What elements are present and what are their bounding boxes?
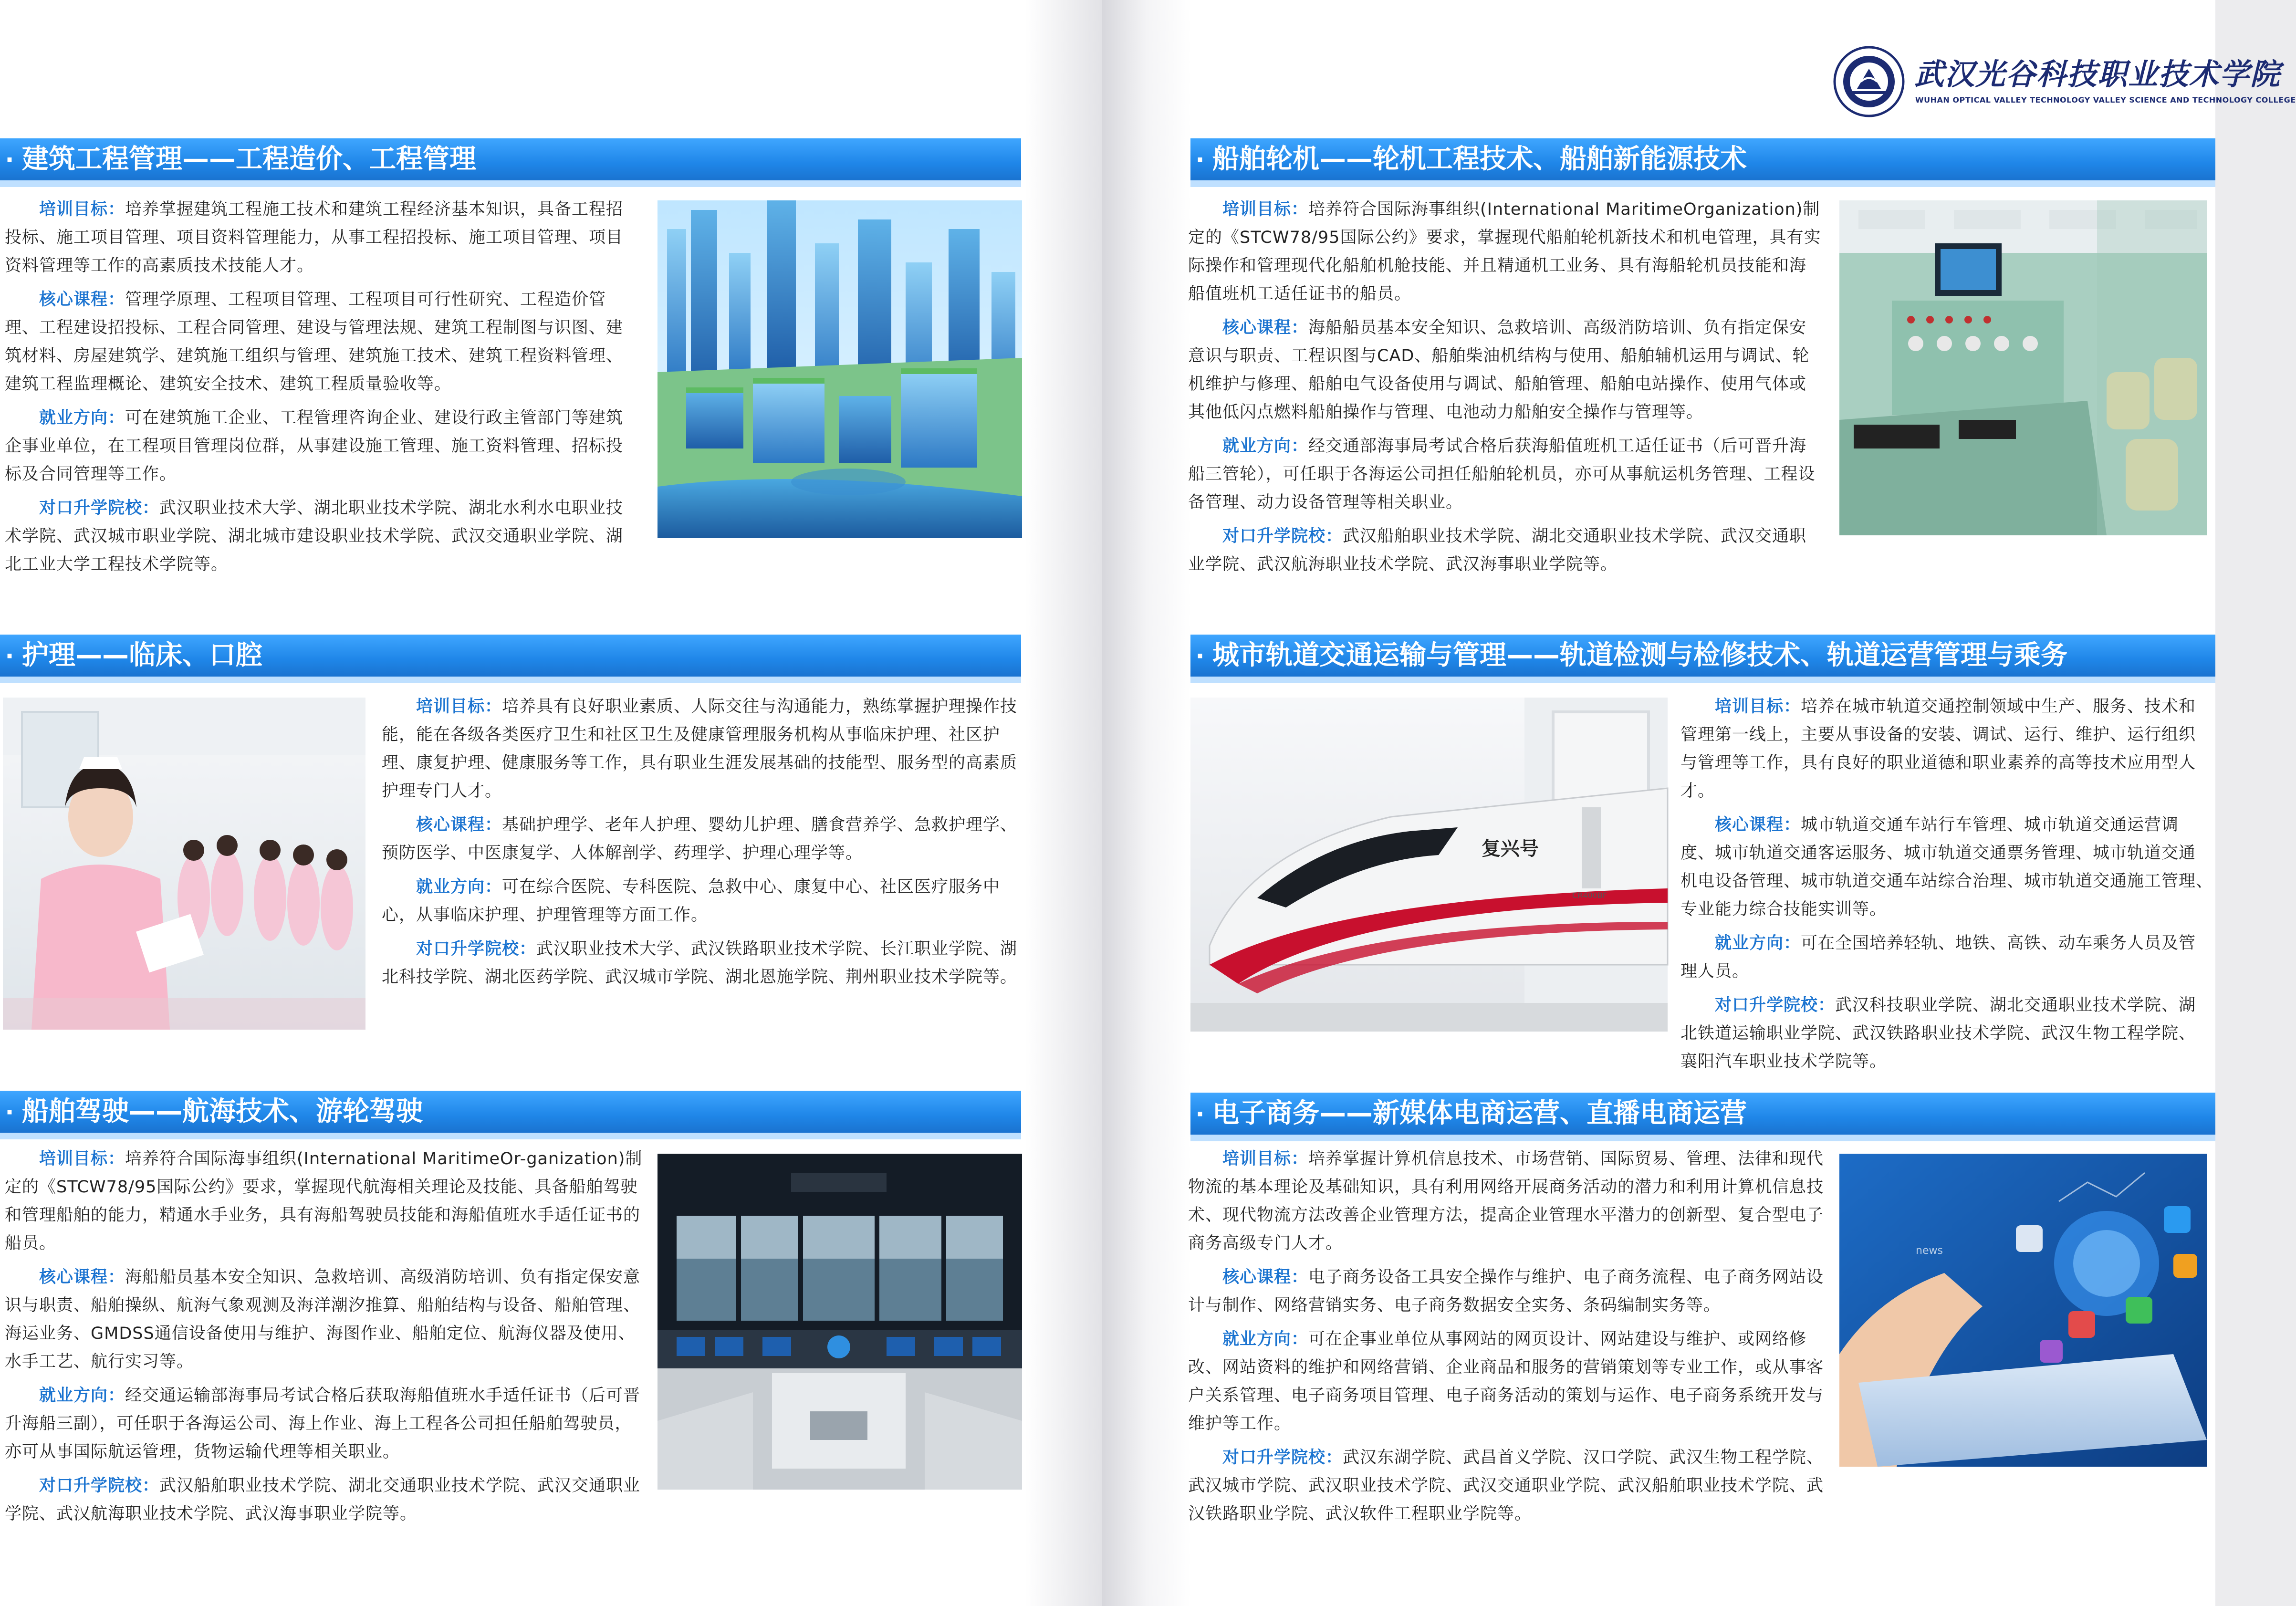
schools-paragraph: 对口升学院校：武汉船舶职业技术学院、湖北交通职业技术学院、武汉交通职业学院、武汉航海职业技术学院、武汉海事职业学院等。 [1188,527,1807,574]
bullet-icon: · [1195,146,1205,174]
employment-paragraph: 就业方向：可在建筑施工企业、工程管理咨询企业、建设行政主管部门等建筑企事业单位，在工程项目管理岗位群，从事建设施工管理、施工资料管理、招标投标及合同管理等工作。 [5,408,624,484]
training-paragraph: 培训目标：培养在城市轨道交通控制领域中生产、服务、技术和管理第一线上，主要从事设备的安装、调试、运行、维护、运行组织与管理等工作，具有良好的职业道德和职业素养的高等技术应用型人才。 [1680,697,2196,801]
schools-paragraph: 对口升学院校：武汉职业技术大学、武汉铁路职业技术学院、长江职业学院、湖北科技学院、湖北医药学院、武汉城市学院、湖北恩施学院、荆州职业技术学院等。 [382,939,1018,987]
training-paragraph: 培训目标：培养掌握计算机信息技术、市场营销、国际贸易、管理、法律和现代物流的基本理论及基础知识，具有利用网络开展商务活动的潜力和利用计算机信息技术、现代物流方法改善企业管理方法，提高企业管理水平潜力的创新型、复合型电子商务高级专门人才。 [1188,1149,1824,1253]
ecommerce-tablet-photo [1839,1154,2207,1467]
training-paragraph: 培训目标：培养具有良好职业素质、人际交往与沟通能力，熟练掌握护理操作技能，能在各级各类医疗卫生和社区卫生及健康管理服务机构从事临床护理、社区护理、康复护理、健康服务等工作，具有职业生涯发展基础的技能型、服务型的高素质护理专门人才。 [382,697,1018,801]
section-title-nursing: · 护理——临床、口腔 [0,635,1021,683]
courses-paragraph: 核心课程：城市轨道交通车站行车管理、城市轨道交通运营调度、城市轨道交通客运服务、城市轨道交通票务管理、城市轨道交通机电设备管理、城市轨道交通车站综合治理、城市轨道交通施工管理、 专业能力综合技能实训等。 [1680,815,2222,919]
section-text-ship-driving [5,1145,649,1534]
training-paragraph: 培训目标：培养掌握建筑工程施工技术和建筑工程经济基本知识，具备工程招投标、施工项目管理、项目资料管理能力，从事工程招投标、施工项目管理、项目资料管理等工作的高素质技术技能人才。 [5,200,624,275]
train-name-label: 复兴号 [1482,838,1539,860]
courses-paragraph: 核心课程：电子商务设备工具安全操作与维护、电子商务流程、电子商务网站设计与制作、网络营销实务、电子商务数据安全实务、条码编制实务等。 [1188,1268,1824,1315]
courses-paragraph: 核心课程：海船船员基本安全知识、急救培训、高级消防培训、负有指定保安意识与职责、船舶操纵、航海气象观测及海洋潮汐推算、船舶结构与设备、船舶管理、海运业务、GMDSS通信设备使用与维护、海图作业、船舶定位、航海仪器及使用、水手工艺、航行实习等。 [5,1268,641,1371]
city-skyline-photo [657,200,1022,538]
bullet-icon: · [1195,642,1205,670]
schools-paragraph: 对口升学院校：武汉船舶职业技术学院、湖北交通职业技术学院、武汉交通职业学院、武汉航海职业技术学院、武汉海事职业学院等。 [5,1476,641,1523]
employment-paragraph: 就业方向：可在企事业单位从事网站的网页设计、网站建设与维护、或网络修改、网站资料的维护和网络营销、企业商品和服务的营销策划等专业工作，或从事客户关系管理、电子商务项目管理、电子商务活动的策划与运作、电子商务系统开发与维护等工作。 [1188,1330,1824,1433]
schools-paragraph: 对口升学院校：武汉科技职业学院、湖北交通职业技术学院、湖北铁道运输职业学院、武汉铁路职业技术学院、武汉生物工程学院、襄阳汽车职业技术学院等。 [1680,996,2196,1071]
courses-paragraph: 核心课程：管理学原理、工程项目管理、工程项目可行性研究、工程造价管理、工程建设招投标、工程合同管理、建设与管理法规、建筑工程制图与识图、建筑材料、房屋建筑学、建筑施工组织与管理、建筑施工技术、建筑工程资料管理、建筑工程监理概论、建筑安全技术、建筑工程质量验收等。 [5,290,624,394]
news-label: news [1916,1245,1943,1257]
section-title-ecommerce: · 电子商务——新媒体电商运营、直播电商运营 [1190,1093,2215,1141]
training-paragraph: 培训目标：培养符合国际海事组织(International MaritimeOr-ganization)制定的《STCW78/95国际公约》要求，掌握现代航海相关理论及技能、具备船舶驾驶和管理船舶的能力，精通水手业务，具有海船驾驶员技能和海船值班水手适任证书的船员。 [5,1149,643,1253]
schools-paragraph: 对口升学院校：武汉职业技术大学、湖北职业技术学院、湖北水利水电职业技术学院、武汉城市职业学院、湖北城市建设职业技术学院、武汉交通职业学院、湖北工业大学工程技术学院等。 [5,499,624,574]
bullet-icon: · [1195,1100,1205,1128]
employment-paragraph: 就业方向：可在全国培养轻轨、地铁、高铁、动车乘务人员及管理人员。 [1680,934,2196,981]
bullet-icon: · [5,1098,14,1126]
section-text-rail-transit [1680,693,2222,1082]
courses-paragraph: 核心课程：基础护理学、老年人护理、婴幼儿护理、膳食营养学、急救护理学、预防医学、中医康复学、人体解剖学、药理学、护理心理学等。 [382,815,1018,863]
courses-paragraph: 核心课程：海船船员基本安全知识、急救培训、高级消防培训、负有指定保安意识与职责、工程识图与CAD、船舶柴油机结构与使用、船舶辅机运用与调试、轮机维护与修理、船舶电气设备使用与调试、船舶管理、船舶电站操作、使用气体或其他低闪点燃料船舶操作与管理、电池动力船舶安全操作与管理等。 [1188,318,1810,422]
section-title-marine-engine: · 船舶轮机——轮机工程技术、船舶新能源技术 [1190,138,2215,187]
section-text-nursing [382,693,1026,997]
employment-paragraph: 就业方向：经交通部海事局考试合格后获海船值班机工适任证书（后可晋升海船三管轮），可任职于各海运公司担任船舶轮机员，亦可从事航运机务管理、工程设备管理、动力设备管理等相关职业。 [1188,437,1816,512]
bridge-simulator-photo [657,1154,1022,1490]
section-text-construction [5,196,635,584]
section-title-construction: · 建筑工程管理——工程造价、工程管理 [0,138,1021,187]
section-title-rail-transit: · 城市轨道交通运输与管理——轨道检测与检修技术、轨道运营管理与乘务 [1190,635,2215,683]
section-text-ecommerce [1188,1145,1825,1534]
schools-paragraph: 对口升学院校：武汉东湖学院、武昌首义学院、汉口学院、武汉生物工程学院、武汉城市学院、武汉职业技术学院、武汉交通职业学院、武汉船舶职业技术学院、武汉铁路职业学院、武汉软件工程职业学院等。 [1188,1448,1824,1523]
employment-paragraph: 就业方向：经交通运输部海事局考试合格后获取海船值班水手适任证书（后可晋升海船三副），可任职于各海运公司、海上作业、海上工程各公司担任船舶驾驶员，亦可从事国际航运管理，货物运输代理等相关职业。 [5,1386,641,1461]
school-seal-icon [1833,46,1905,117]
nurses-photo [3,698,365,1030]
section-title-ship-driving: · 船舶驾驶——航海技术、游轮驾驶 [0,1091,1021,1139]
training-paragraph: 培训目标：培养符合国际海事组织(International MaritimeOrganization)制定的《STCW78/95国际公约》要求，掌握现代船舶轮机新技术和机电管理，具有实际操作和管理现代化船舶机舱技能、并且精通机工业务、具有海船轮机员技能和海船值班机工适任证书的船员。 [1188,200,1821,303]
left-page [0,0,1102,1606]
bullet-icon: · [5,642,14,670]
section-text-marine-engine [1188,196,1823,584]
school-logo: 武汉光谷科技职业技术学院 WUHAN OPTICAL VALLEY TECHNOLOGY VALLEY SCIENCE AND TECHNOLOGY COLLEGE [1833,46,2201,117]
train-code-label: CR400BF [1572,891,1607,900]
engine-control-room-photo [1839,200,2207,535]
right-page [1102,0,2296,1606]
employment-paragraph: 就业方向：可在综合医院、专科医院、急救中心、康复中心、社区医疗服务中心，从事临床护理、护理管理等方面工作。 [382,877,1001,925]
bullet-icon: · [5,146,14,174]
high-speed-train-photo [1190,698,1668,1032]
